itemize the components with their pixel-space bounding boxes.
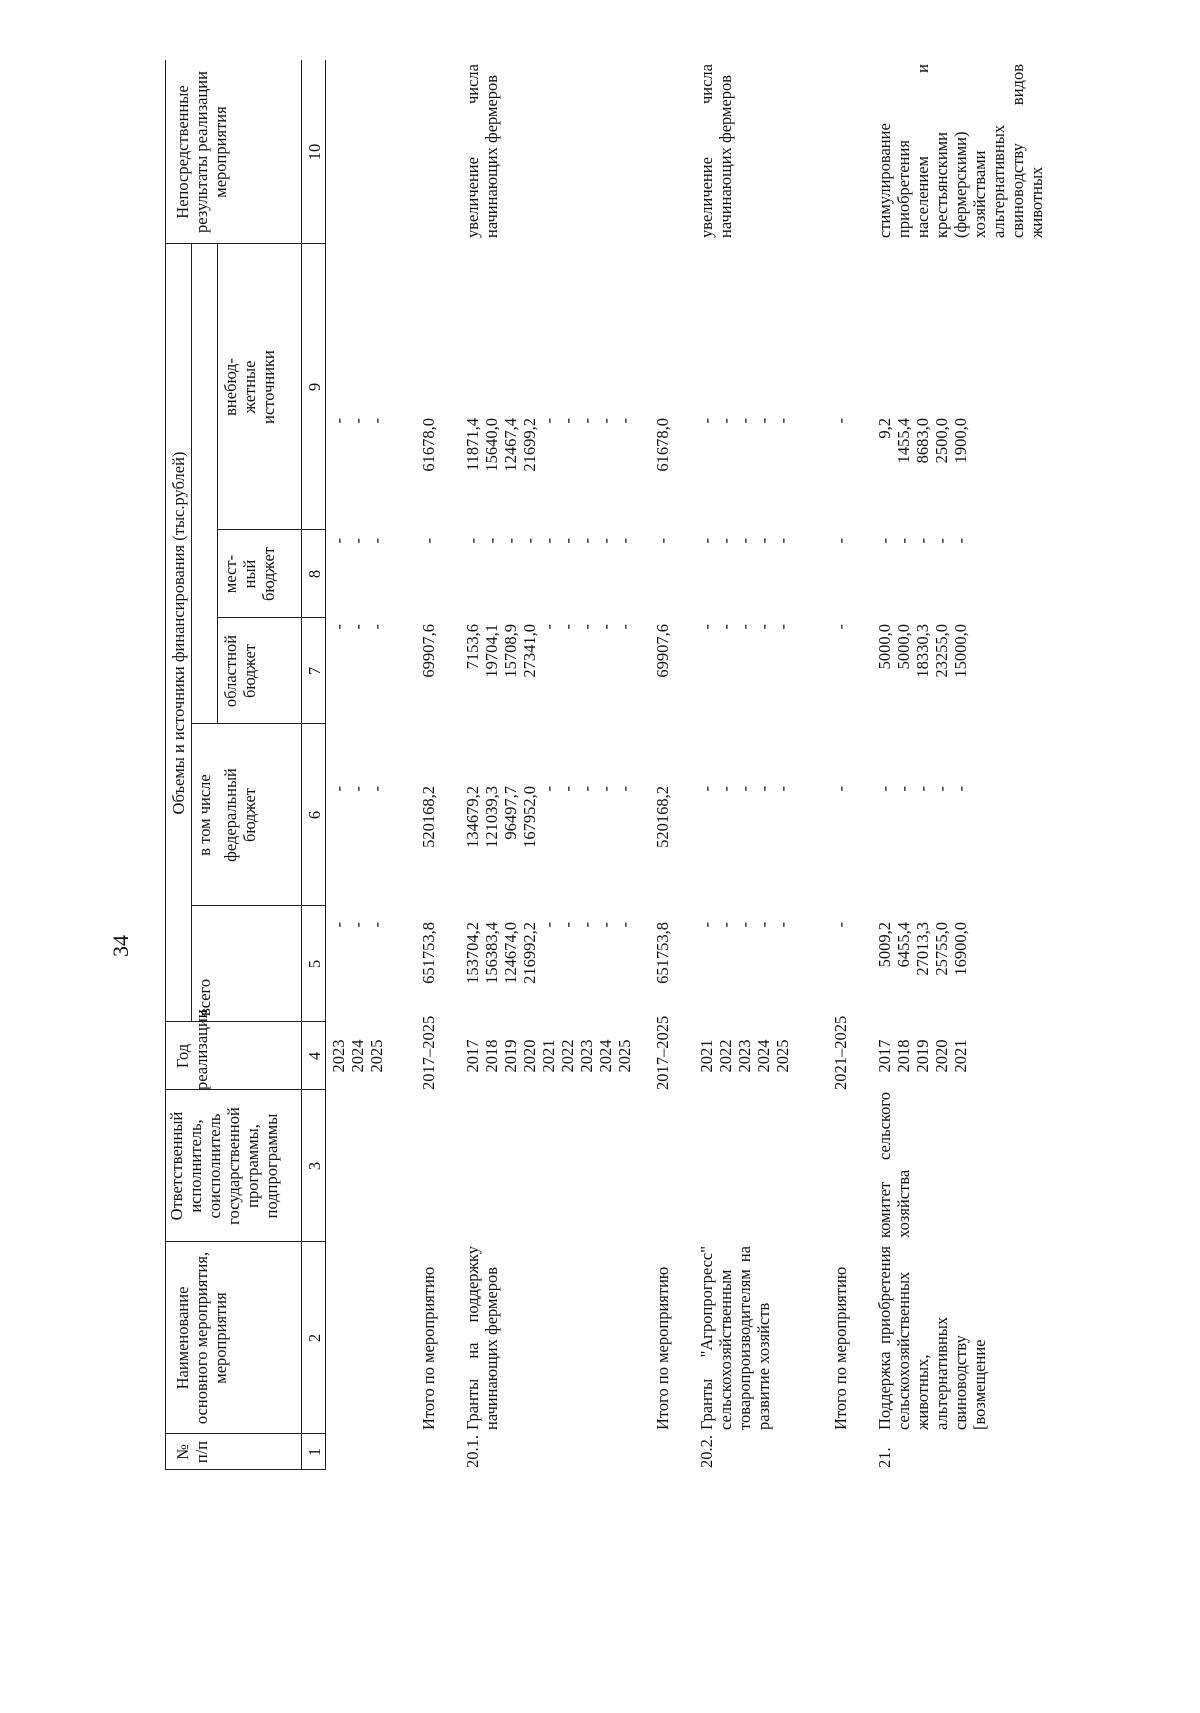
r21-executor: комитет сельского хозяйства: [875, 1092, 913, 1238]
hdr-year: Год реализации: [173, 1009, 211, 1090]
r202-regional: - - - - -: [697, 624, 792, 630]
cont-regional: - - -: [329, 624, 386, 630]
colnum-3: 3: [305, 1161, 324, 1171]
sum1-total: 651753,8: [419, 922, 438, 984]
hdr-results: Непосредственные результаты реализации мероприятия: [173, 71, 230, 233]
colnum-5: 5: [305, 959, 324, 969]
hdr-name: Наименование основного мероприятия, мероприятия: [173, 1251, 230, 1425]
cont-extra: - - -: [329, 418, 386, 424]
r201-regional: 7153,6 19704,1 15708,9 27341,0 - - - - -: [463, 624, 634, 678]
r21-number: 21.: [875, 1447, 894, 1468]
sum3-federal: -: [831, 786, 850, 792]
sum2-total: 651753,8: [653, 922, 672, 984]
hdr-extra: внебюд- жетные источники: [221, 350, 278, 424]
r202-years: 2021 2022 2023 2024 2025: [697, 1039, 792, 1073]
sum3-name: Итого по мероприятию: [831, 1266, 850, 1430]
numbering-bottom-border: [325, 60, 326, 1470]
r21-total: 5009,2 6455,4 27013,3 25755,0 16900,0: [875, 922, 970, 976]
sum3-total: -: [831, 922, 850, 928]
colnum-7: 7: [305, 666, 324, 676]
cont-total: - - -: [329, 922, 386, 928]
r201-name: Гранты на поддержку начинающих фермеров: [463, 1246, 501, 1430]
r202-name: Гранты "Агропрогресс" сельскохозяйственным товаропроизводителям на развитие хозяйств: [697, 1246, 773, 1430]
sum2-extra: 61678,0: [653, 418, 672, 472]
hdr-executor: Ответственный исполнитель, соисполнитель государственной программы, подпрограммы: [167, 1107, 281, 1225]
sum1-regional: 69907,6: [419, 624, 438, 678]
r21-local: - - - - -: [875, 538, 970, 544]
r202-federal: - - - - -: [697, 786, 792, 792]
including-divider: [217, 244, 218, 724]
table-top-border: [165, 60, 166, 1470]
colnum-1: 1: [305, 1447, 324, 1457]
hdr-funding: Объемы и источники финансирования (тыс.рублей): [169, 451, 188, 815]
r202-local: - - - - -: [697, 538, 792, 544]
cont-local: - - -: [329, 538, 386, 544]
colnum-2: 2: [305, 1333, 324, 1343]
sum2-local: -: [653, 538, 672, 544]
sum1-name: Итого по мероприятию: [419, 1266, 438, 1430]
sum3-local: -: [831, 538, 850, 544]
hdr-local: мест- ный бюджет: [221, 547, 278, 601]
r201-federal: 134679,2 121039,3 96497,7 167952,0 - - - - -: [463, 786, 634, 848]
header-bottom-border: [301, 60, 302, 1470]
r202-number: 20.2.: [697, 1435, 716, 1468]
r202-result: увеличение числа начинающих фермеров: [697, 64, 735, 238]
page-number: 34: [108, 935, 133, 957]
r201-local: - - - - - - - - -: [463, 538, 634, 544]
sum2-name: Итого по мероприятию: [653, 1266, 672, 1430]
cont-federal: - - -: [329, 786, 386, 792]
hdr-total: всего: [195, 978, 214, 1016]
sum1-local: -: [419, 538, 438, 544]
sum2-regional: 69907,6: [653, 624, 672, 678]
r202-total: - - - - -: [697, 922, 792, 928]
sum2-federal: 520168,2: [653, 786, 672, 848]
r201-total: 153704,2 156383,4 124674,0 216992,2 - - - - -: [463, 922, 634, 984]
sum3-years: 2021–2025: [831, 1015, 850, 1090]
r21-regional: 5000,0 5000,0 18330,3 23255,0 15000,0: [875, 624, 970, 678]
colnum-10: 10: [305, 143, 324, 161]
colnum-6: 6: [305, 810, 324, 820]
r21-extra: 9,2 1455,4 8683,0 2500,0 1900,0: [875, 418, 970, 464]
sum1-federal: 520168,2: [419, 786, 438, 848]
cont-years: 2023 2024 2025: [329, 1039, 386, 1073]
sum3-regional: -: [831, 624, 850, 630]
sum1-extra: 61678,0: [419, 418, 438, 472]
colnum-9: 9: [305, 382, 324, 392]
hdr-regional: областной бюджет: [221, 634, 259, 708]
sum3-extra: -: [831, 418, 850, 424]
sum2-years: 2017–2025: [653, 1015, 672, 1090]
r21-years: 2017 2018 2019 2020 2021: [875, 1039, 970, 1073]
sum1-years: 2017–2025: [419, 1015, 438, 1090]
hdr-including: в том числе: [195, 774, 214, 856]
r201-result: увеличение числа начинающих фермеров: [463, 64, 501, 238]
hdr-number: № п/п: [173, 1440, 211, 1464]
colnum-8: 8: [305, 569, 324, 579]
rotated-table: [165, 50, 1045, 1470]
r202-extra: - - - - -: [697, 418, 792, 424]
colnum-4: 4: [305, 1051, 324, 1061]
r21-result: стимулирование приобретения населением и крестьянскими (фермерскими) хозяйствами альтернативных свиноводству видов животных: [875, 64, 1046, 238]
r21-federal: - - - - -: [875, 786, 970, 792]
r201-number: 20.1.: [463, 1435, 482, 1468]
r201-years: 2017 2018 2019 2020 2021 2022 2023 2024 2025: [463, 1039, 634, 1073]
hdr-federal: федеральный бюджет: [221, 768, 259, 862]
r201-extra: 11871,4 15640,0 12467,4 21699,2 - - - - -: [463, 418, 634, 472]
r21-name: Поддержка приобретения сельскохозяйственных животных, альтернативных свиноводству [возмещение: [875, 1246, 989, 1430]
